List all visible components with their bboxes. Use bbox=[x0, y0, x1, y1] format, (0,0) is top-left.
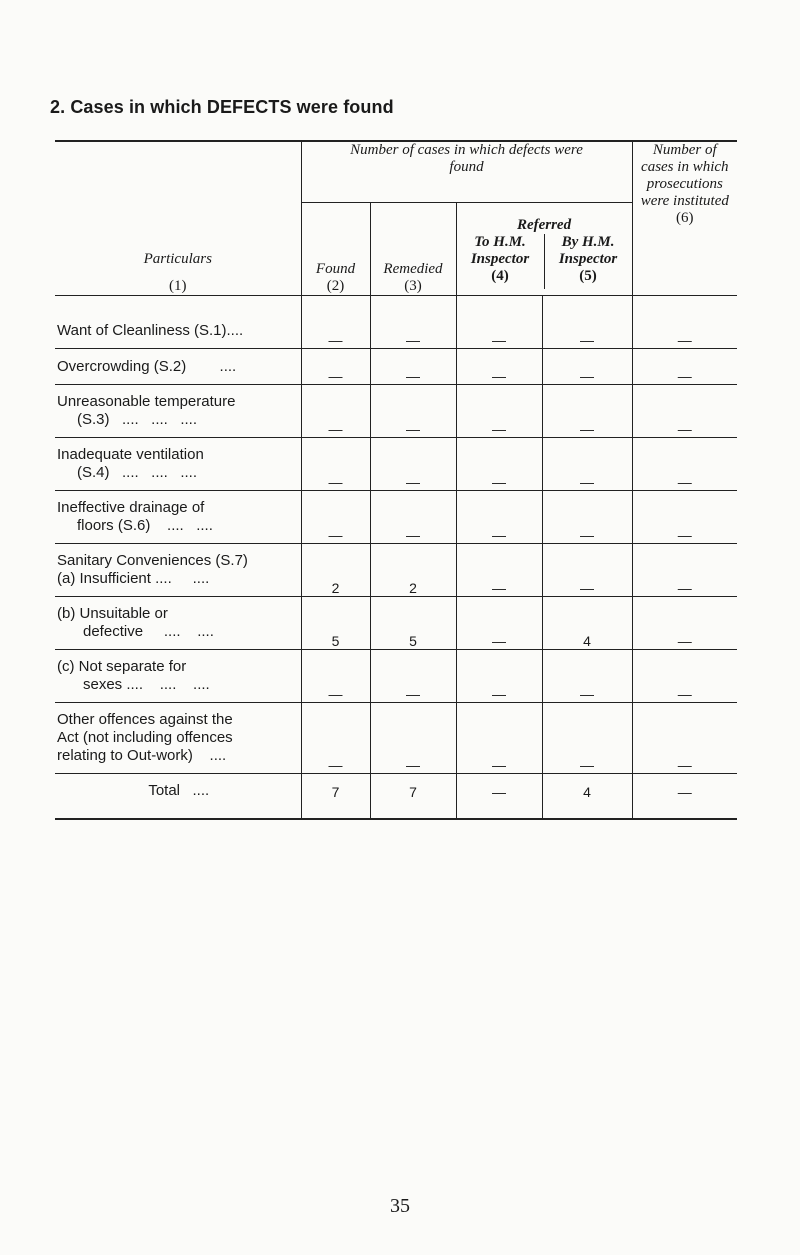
to-hm-cell: — bbox=[456, 650, 542, 703]
prosecutions-cell: — bbox=[632, 296, 737, 349]
table-row bbox=[55, 385, 737, 438]
total-found: 7 bbox=[301, 774, 370, 819]
found-cell: — bbox=[301, 349, 370, 385]
row-label: Unreasonable temperature (S.3) .... .... .... bbox=[55, 385, 301, 438]
remedied-cell: — bbox=[370, 438, 456, 491]
found-cell: — bbox=[301, 296, 370, 349]
row-label: Inadequate ventilation (S.4) .... .... .... bbox=[55, 438, 301, 491]
row-label: Overcrowding (S.2) .... bbox=[55, 349, 301, 385]
prosecutions-cell: — bbox=[632, 438, 737, 491]
defects-table bbox=[55, 140, 737, 820]
found-cell: — bbox=[301, 703, 370, 774]
prosecutions-cell: — bbox=[632, 703, 737, 774]
prosecutions-header: Number of cases in which prosecutions were instituted (6) bbox=[632, 141, 737, 296]
remedied-cell: — bbox=[370, 703, 456, 774]
to-hm-cell: — bbox=[456, 296, 542, 349]
remedied-cell: 2 bbox=[370, 544, 456, 597]
by-hm-cell: — bbox=[542, 491, 632, 544]
to-hm-cell: — bbox=[456, 544, 542, 597]
referred-label: Referred bbox=[516, 217, 572, 233]
referred-header bbox=[456, 203, 632, 296]
to-hm-cell: — bbox=[456, 349, 542, 385]
to-hm-cell: — bbox=[456, 385, 542, 438]
page-number: 35 bbox=[390, 1195, 410, 1217]
by-hm-cell: — bbox=[542, 296, 632, 349]
prosecutions-cell: — bbox=[632, 650, 737, 703]
found-header: Found (2) bbox=[301, 203, 370, 296]
to-hm-cell: — bbox=[456, 597, 542, 650]
by-hm-cell: 4 bbox=[542, 597, 632, 650]
remedied-cell: — bbox=[370, 650, 456, 703]
to-hm-cell: — bbox=[456, 491, 542, 544]
row-label: Sanitary Conveniences (S.7) (a) Insufficient .... .... bbox=[55, 544, 301, 597]
table-row bbox=[55, 491, 737, 544]
table-row bbox=[55, 438, 737, 491]
by-hm-cell: — bbox=[542, 650, 632, 703]
to-hm-cell: — bbox=[456, 438, 542, 491]
prosecutions-cell: — bbox=[632, 544, 737, 597]
by-hm-cell: — bbox=[542, 385, 632, 438]
remedied-header: Remedied (3) bbox=[370, 203, 456, 296]
to-hm-inspector-header: To H.M. Inspector (4) bbox=[457, 234, 545, 289]
table-row bbox=[55, 597, 737, 650]
table-row bbox=[55, 544, 737, 597]
found-cell: — bbox=[301, 650, 370, 703]
found-cell: 5 bbox=[301, 597, 370, 650]
to-hm-cell: — bbox=[456, 703, 542, 774]
by-hm-inspector-header: By H.M. Inspector (5) bbox=[558, 234, 618, 284]
number-of-cases-header: Number of cases in which defects were found bbox=[301, 141, 632, 203]
by-hm-cell: — bbox=[542, 703, 632, 774]
found-cell: 2 bbox=[301, 544, 370, 597]
prosecutions-cell: — bbox=[632, 597, 737, 650]
table-row bbox=[55, 349, 737, 385]
table-row bbox=[55, 296, 737, 349]
found-cell: — bbox=[301, 385, 370, 438]
remedied-cell: — bbox=[370, 385, 456, 438]
prosecutions-cell: — bbox=[632, 385, 737, 438]
found-cell: — bbox=[301, 491, 370, 544]
total-row bbox=[55, 774, 737, 819]
table-row bbox=[55, 703, 737, 774]
found-cell: — bbox=[301, 438, 370, 491]
by-hm-cell: — bbox=[542, 438, 632, 491]
particulars-header: Particulars (1) bbox=[55, 141, 301, 296]
total-label: Total .... bbox=[55, 774, 301, 819]
total-remedied: 7 bbox=[370, 774, 456, 819]
prosecutions-cell: — bbox=[632, 491, 737, 544]
prosecutions-cell: — bbox=[632, 349, 737, 385]
remedied-cell: — bbox=[370, 349, 456, 385]
remedied-cell: — bbox=[370, 491, 456, 544]
row-label: (c) Not separate for sexes .... .... .... bbox=[55, 650, 301, 703]
total-prosecutions: — bbox=[632, 774, 737, 819]
by-hm-cell: — bbox=[542, 544, 632, 597]
row-label: (b) Unsuitable or defective .... .... bbox=[55, 597, 301, 650]
table-row bbox=[55, 650, 737, 703]
row-label: Want of Cleanliness (S.1).... bbox=[55, 296, 301, 349]
section-heading: 2. Cases in which DEFECTS were found bbox=[50, 97, 394, 117]
remedied-cell: 5 bbox=[370, 597, 456, 650]
total-to-hm: — bbox=[456, 774, 542, 819]
remedied-cell: — bbox=[370, 296, 456, 349]
by-hm-cell: — bbox=[542, 349, 632, 385]
total-by-hm: 4 bbox=[542, 774, 632, 819]
row-label: Ineffective drainage of floors (S.6) .... .... bbox=[55, 491, 301, 544]
row-label: Other offences against the Act (not including offences relating to Out-work) .... bbox=[55, 703, 301, 774]
